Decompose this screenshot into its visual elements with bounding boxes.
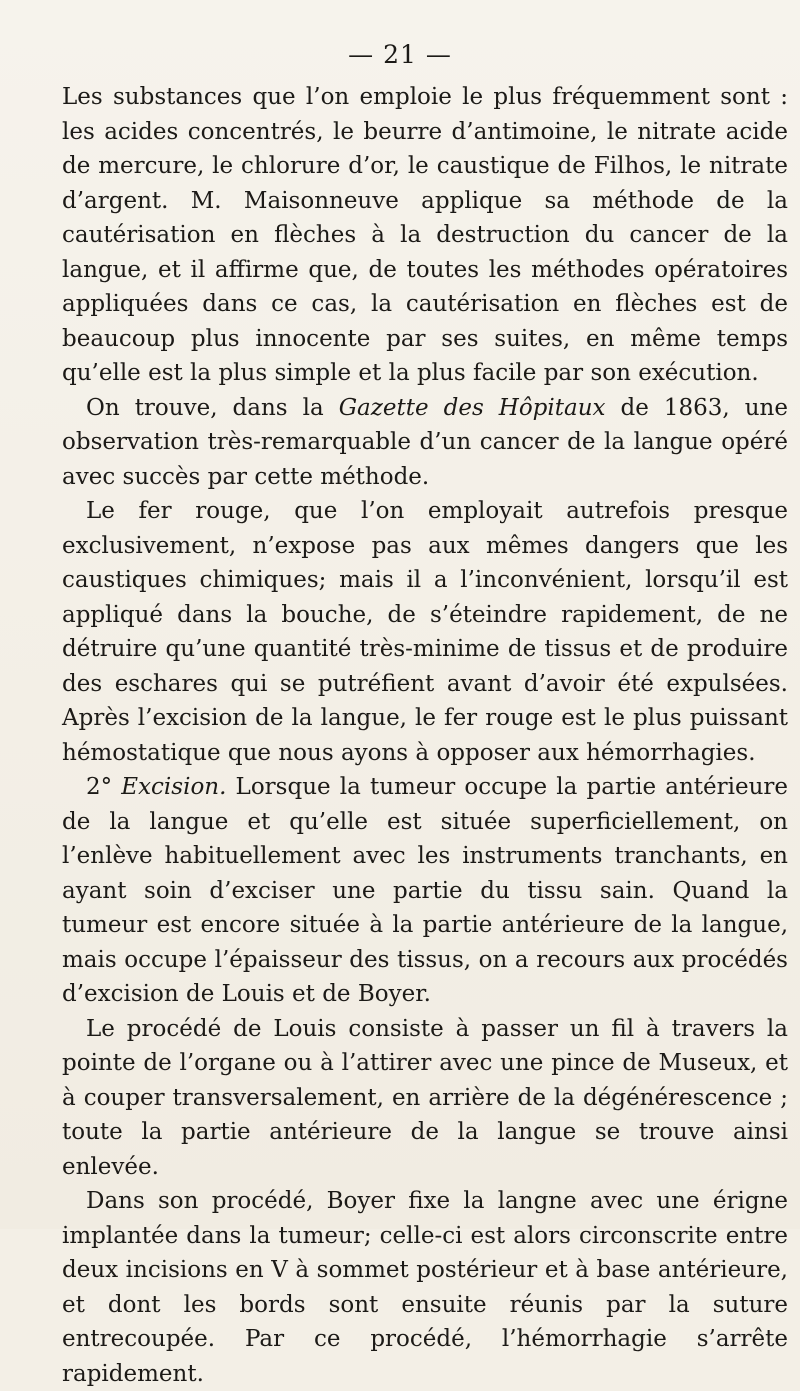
paragraph-louis: Le procédé de Louis consiste à passer un fil à travers la pointe de l’organe ou à l’attirer avec une pince de Museux, et à couper transversalement, en arrière de la dégénérescence ; toute la partie antérieure de la langue se trouve ainsi enlevée.: [62, 1015, 788, 1180]
section-heading-excision: Excision.: [121, 774, 227, 800]
paragraph-fer-rouge: Le fer rouge, que l’on employait autrefois presque exclusivement, n’expose pas aux mêmes dangers que les caustiques chimiques; mais il a l’inconvénient, lorsqu’il est appliqué dans la bouche, de s’éteindre rapidement, de ne détruire qu’une quantité très-minime de tissus et de produire des eschares qui se putréfient avant d’avoir été expulsées. Après l’excision de la langue, le fer rouge est le plus puissant hémostatique que nous ayons à opposer aux hémorrhagies.: [62, 498, 788, 766]
journal-title: Gazette des Hôpitaux: [338, 394, 606, 421]
paragraph-excision: [62, 770, 788, 1012]
paragraph-substances: Les substances que l’on emploie le plus fréquemment sont : les acides concentrés, le beurre d’antimoine, le nitrate acide de mercure, le chlorure d’or, le caustique de Filhos, le nitrate d’argent. M. Maisonneuve applique sa méthode de la cautérisation en flèches à la destruction du cancer de la langue, et il affirme que, de toutes les méthodes opératoires appliquées dans ce cas, la cautérisation en flèches est de beaucoup plus innocente par ses suites, en même temps qu’elle est la plus simple et la plus facile par son exécution.: [62, 84, 788, 386]
paragraph-gazette: [62, 391, 788, 495]
paragraph-excision-pre: 2°: [86, 774, 122, 800]
paragraph-gazette-pre: On trouve, dans la: [86, 394, 339, 421]
body-text: [62, 80, 788, 1391]
paragraph-excision-post: Lorsque la tumeur occupe la partie antérieure de la langue et qu’elle est située superficiellement, on l’enlève habituellement avec les instruments tranchants, en ayant soin d’exciser une partie du tissu sain. Quand la tumeur est encore située à la partie antérieure de la langue, mais occupe l’épaisseur des tissus, on a recours aux procédés d’excision de Louis et de Boyer.: [62, 774, 788, 1007]
paragraph-gazette-post: de 1863, une observation très-remarquable d’un cancer de la langue opéré avec succès par cette méthode.: [62, 394, 788, 490]
page-number: — 21 —: [348, 40, 452, 69]
paragraph-boyer: Dans son procédé, Boyer fixe la langne avec une érigne implantée dans la tumeur; celle-ci est alors circonscrite entre deux incisions en V à sommet postérieur et à base antérieure, et dont les bords sont ensuite réunis par la suture entrecoupée. Par ce procédé, l’hémorrhagie s’arrête rapidement.: [62, 1188, 788, 1387]
